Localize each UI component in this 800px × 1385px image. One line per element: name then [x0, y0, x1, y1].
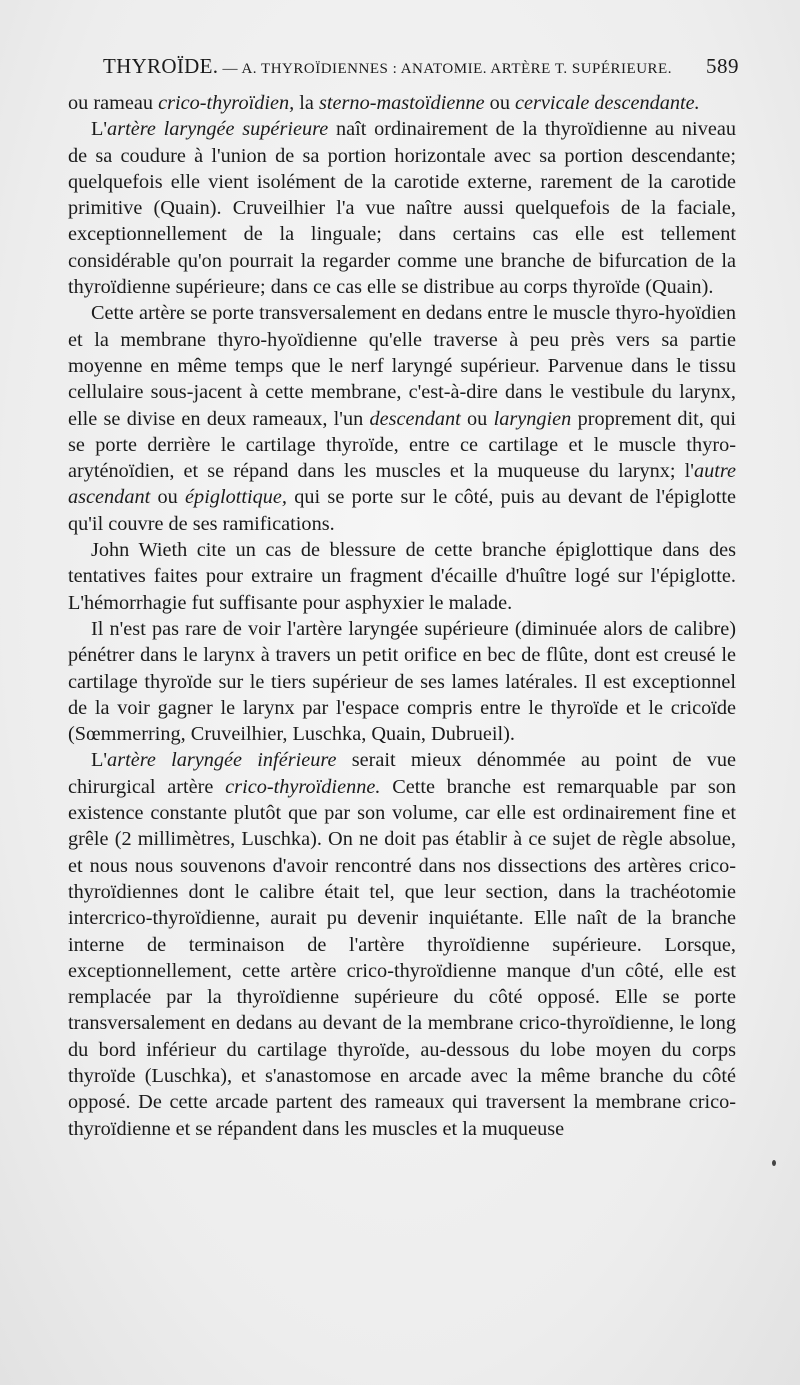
running-head [103, 54, 739, 84]
text-run: ou rameau [68, 92, 159, 114]
print-speck [772, 1160, 776, 1166]
italic-term: artère laryngée inférieure [107, 749, 337, 772]
text-run: naît ordinairement de la thyroïdienne au niveau de sa coudure à l'union de sa portion horizontale avec sa portion descendante; quelquefois elle vient isolément de la carotide externe, rarement de la carotide primitive (Quain). Cruveilhier l'a vue naître aussi quelquefois de la faciale, exceptionnellement de la linguale; dans certains cas elle est tellement considérable qu'on pourrait la regarder comme une branche de bifurcation de la thyroïdienne supérieure; dans ce cas elle se distribue au corps thyroïde (Quain). [68, 118, 736, 299]
text-run: qui se porte sur le côté, puis au devant de l'épiglotte qu'il couvre de ses ramifications. [68, 486, 737, 535]
italic-term: crico-thyroïdien, [158, 92, 295, 114]
running-head-subtitle: A. THYROÏDIENNES : ANATOMIE. ARTÈRE T. SUPÉRIEURE. [241, 61, 672, 77]
text-run: proprement dit, qui se porte derrière le cartilage thyroïde, entre ce cartilage et le muscle thyro-aryténoïdien, et se répand dans les muscles et la muqueuse du larynx; l' [68, 407, 737, 483]
text-run: Cette branche est remarquable par son existence constante plutôt que par son volume, car elle est ordinairement fine et grêle (2 millimètres, Luschka). On ne doit pas établir à ce sujet de règle absolue, et nous nous souvenons d'avoir rencontré dans nos dissections des artères crico-thyroïdiennes dont le calibre était tel, que leur section, dans la trachéotomie intercrico-thyroïdienne, aurait pu devenir inquiétante. Elle naît de la branche interne de terminaison de l'artère thyroïdienne supérieure. Lorsque, exceptionnellement, cette artère crico-thyroïdienne manque d'un côté, elle est remplacée par la thyroïdienne supérieure du côté opposé. Elle se porte transversalement en dedans au devant de la membrane crico-thyroïdienne, le long du bord inférieur du cartilage thyroïde, au-dessous du lobe moyen du corps thyroïde (Luschka), et s'anastomose en arcade avec la même branche du côté opposé. De cette arcade partent des rameaux qui traversent la membrane crico-thyroïdienne et se répandent dans les muscles et la muqueuse [68, 775, 736, 1140]
italic-term: autre ascendant [68, 460, 736, 509]
running-head-title: THYROÏDE. [103, 54, 219, 78]
italic-term: sterno-mastoïdienne [319, 92, 485, 114]
italic-term: cervicale descendante. [515, 92, 700, 114]
paragraph [68, 537, 736, 616]
body-text [68, 90, 736, 1142]
running-head-dash: — [222, 61, 239, 77]
text-run: Cette artère se porte transversalement en dedans entre le muscle thyro-hyoïdien et la membrane thyro-hyoïdienne qu'elle traverse à peu près vers sa partie moyenne en même temps que le nerf laryngé supérieur. Parvenue dans le tissu cellulaire sous-jacent à cette membrane, c'est-à-dire dans le vestibule du larynx, elle se divise en deux rameaux, l'un [68, 302, 736, 430]
paragraph [68, 300, 736, 537]
italic-term: crico-thyroïdienne. [225, 775, 381, 798]
text-run: ou [460, 407, 494, 430]
paragraph [68, 116, 736, 300]
paragraph [68, 616, 736, 747]
text-run: Il n'est pas rare de voir l'artère laryngée supérieure (diminuée alors de calibre) pénétrer dans le larynx à travers un petit orifice en bec de flûte, dont est creusé le cartilage thyroïde sur le tiers supérieur de ses lames latérales. Il est exceptionnel de la voir gagner le larynx par l'espace compris entre le thyroïde et le cricoïde (Sœmmerring, Cruveilhier, Luschka, Quain, Dubrueil). [68, 617, 736, 746]
page-number: 589 [706, 54, 739, 78]
paragraph [68, 90, 736, 116]
text-run: la [294, 92, 319, 114]
text-run: L' [91, 118, 108, 141]
paragraph [68, 747, 736, 1141]
text-run: ou [484, 92, 516, 114]
text-run: L' [91, 749, 108, 772]
text-run: John Wieth cite un cas de blessure de cette branche épiglottique dans des tentatives faites pour extraire un fragment d'écaille d'huître logé sur l'épiglotte. L'hémorrhagie fut suffisante pour asphyxier le malade. [68, 539, 736, 614]
text-run: serait mieux dénommée au point de vue chirurgical artère [68, 749, 737, 798]
italic-term: artère laryngée supérieure [107, 118, 329, 141]
italic-term: épiglottique, [185, 486, 287, 509]
italic-term: descendant [369, 407, 461, 430]
italic-term: laryngien [493, 407, 572, 430]
text-run: ou [150, 486, 186, 509]
